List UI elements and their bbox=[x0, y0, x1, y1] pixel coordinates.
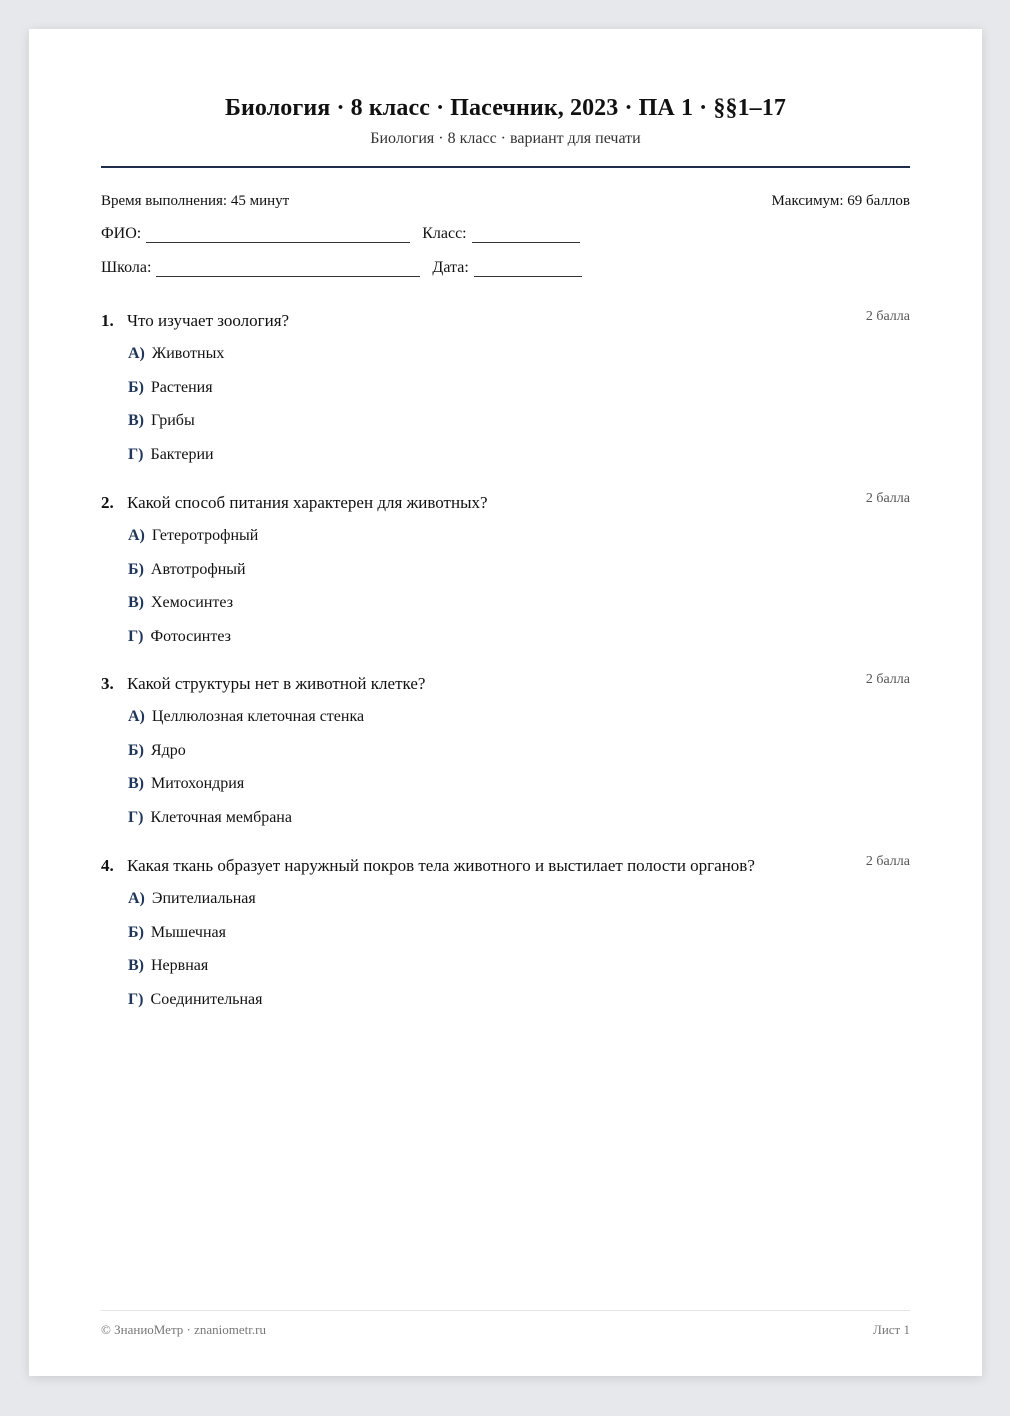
school-blank bbox=[156, 262, 420, 277]
option-letter: А) bbox=[128, 890, 145, 907]
answer-option[interactable] bbox=[128, 957, 263, 991]
footer-copyright: © ЗнаниоМетр · znaniometr.ru bbox=[101, 1322, 266, 1337]
question-text: Какой структуры нет в животной клетке? bbox=[127, 674, 426, 693]
option-letter: Б) bbox=[128, 741, 144, 759]
answer-option[interactable] bbox=[128, 924, 263, 958]
question-text-wrap bbox=[101, 493, 488, 513]
option-text: Эпителиальная bbox=[151, 890, 256, 907]
footer-divider bbox=[101, 1310, 910, 1311]
question-text: Какая ткань образует наружный покров тела животного и выстилает полости органов? bbox=[127, 856, 755, 875]
school-label: Школа: bbox=[101, 259, 152, 276]
option-letter: В) bbox=[128, 957, 144, 975]
question-number: 3. bbox=[101, 674, 114, 693]
answer-option[interactable] bbox=[128, 809, 364, 843]
time-limit: Время выполнения: 45 минут bbox=[101, 193, 290, 209]
question-number: 2. bbox=[101, 493, 114, 512]
name-label: ФИО: bbox=[101, 225, 142, 242]
option-text: Автотрофный bbox=[150, 560, 246, 578]
option-letter: Б) bbox=[128, 923, 144, 941]
question-3 bbox=[101, 672, 910, 826]
test-sheet bbox=[29, 29, 982, 1376]
answer-option[interactable] bbox=[128, 991, 263, 1025]
option-text: Хемосинтез bbox=[151, 594, 234, 612]
page-title: Биология · 8 класс · Пасечник, 2023 · ПА 1 · §§1–17 bbox=[225, 95, 786, 121]
question-number: 4. bbox=[101, 856, 114, 875]
option-text: Бактерии bbox=[150, 445, 214, 463]
option-letter: А) bbox=[128, 708, 145, 725]
question-1 bbox=[101, 309, 910, 463]
class-label: Класс: bbox=[422, 225, 467, 242]
question-2 bbox=[101, 491, 910, 645]
answer-options bbox=[128, 890, 263, 1024]
option-text: Целлюлозная клеточная стенка bbox=[151, 708, 365, 725]
option-letter: Г) bbox=[128, 990, 144, 1008]
answer-option[interactable] bbox=[128, 775, 364, 809]
page-number: Лист 1 bbox=[873, 1322, 910, 1337]
option-letter: Б) bbox=[128, 378, 144, 396]
header-divider bbox=[101, 166, 910, 168]
option-text: Растения bbox=[150, 378, 213, 396]
name-blank bbox=[146, 228, 410, 243]
question-4 bbox=[101, 854, 910, 1008]
answer-option[interactable] bbox=[128, 594, 258, 628]
question-points: 2 балла bbox=[865, 309, 910, 324]
question-points: 2 балла bbox=[865, 672, 910, 687]
answer-options bbox=[128, 708, 364, 842]
answer-option[interactable] bbox=[128, 628, 258, 662]
question-header bbox=[101, 674, 910, 694]
answer-options bbox=[128, 527, 258, 661]
answer-option[interactable] bbox=[128, 446, 224, 480]
option-letter: Г) bbox=[128, 627, 144, 645]
answer-option[interactable] bbox=[128, 708, 364, 742]
answer-option[interactable] bbox=[128, 742, 364, 776]
page-subtitle: Биология · 8 класс · вариант для печати bbox=[370, 130, 641, 147]
question-text-wrap bbox=[101, 674, 425, 694]
option-text: Гетеротрофный bbox=[151, 527, 259, 544]
option-letter: А) bbox=[128, 527, 145, 544]
option-text: Мышечная bbox=[150, 923, 226, 941]
question-text: Что изучает зоология? bbox=[127, 311, 290, 330]
answer-option[interactable] bbox=[128, 527, 258, 561]
option-text: Нервная bbox=[151, 957, 209, 975]
date-label: Дата: bbox=[432, 259, 469, 276]
option-letter: Г) bbox=[128, 445, 144, 463]
answer-option[interactable] bbox=[128, 345, 224, 379]
question-text-wrap bbox=[101, 311, 289, 331]
question-points: 2 балла bbox=[865, 854, 910, 869]
name-class-row bbox=[101, 225, 580, 243]
question-header bbox=[101, 856, 910, 876]
option-letter: В) bbox=[128, 775, 144, 793]
option-text: Животных bbox=[151, 345, 225, 362]
option-letter: Б) bbox=[128, 560, 144, 578]
question-text: Какой способ питания характерен для животных? bbox=[127, 493, 488, 512]
answer-option[interactable] bbox=[128, 561, 258, 595]
max-score: Максимум: 69 баллов bbox=[771, 193, 910, 209]
question-text-wrap bbox=[101, 856, 755, 876]
question-header bbox=[101, 493, 910, 513]
date-blank bbox=[474, 262, 582, 277]
question-number: 1. bbox=[101, 311, 114, 330]
option-text: Митохондрия bbox=[151, 775, 245, 793]
option-text: Клеточная мембрана bbox=[150, 808, 292, 826]
option-text: Фотосинтез bbox=[150, 627, 231, 645]
page-footer bbox=[101, 1322, 910, 1338]
answer-option[interactable] bbox=[128, 379, 224, 413]
answer-options bbox=[128, 345, 224, 479]
meta-row bbox=[101, 193, 910, 210]
option-text: Грибы bbox=[151, 412, 195, 430]
option-text: Ядро bbox=[150, 741, 186, 759]
class-blank bbox=[472, 228, 580, 243]
answer-option[interactable] bbox=[128, 412, 224, 446]
option-letter: В) bbox=[128, 594, 144, 612]
option-text: Соединительная bbox=[150, 990, 263, 1008]
question-header bbox=[101, 311, 910, 331]
school-date-row bbox=[101, 259, 582, 277]
option-letter: А) bbox=[128, 345, 145, 362]
answer-option[interactable] bbox=[128, 890, 263, 924]
option-letter: В) bbox=[128, 412, 144, 430]
question-points: 2 балла bbox=[865, 491, 910, 506]
option-letter: Г) bbox=[128, 808, 144, 826]
